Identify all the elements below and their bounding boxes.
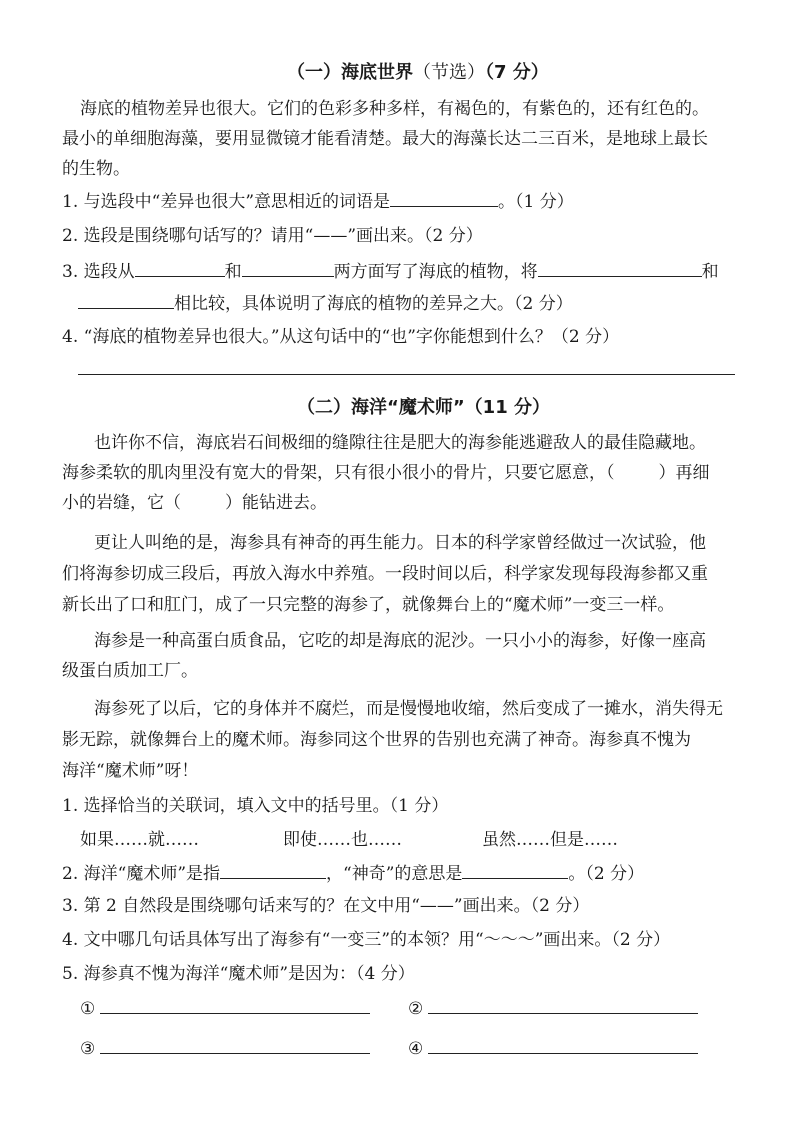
s2-q2-text-a: 2. 海洋“魔术师”是指: [62, 864, 221, 884]
s2-p1-paren-open-2: （: [164, 493, 181, 513]
s2-q5-mark-4: ④: [408, 1039, 424, 1059]
s2-question-2: [62, 862, 644, 885]
s2-q1-option-3: 虽然……但是……: [482, 830, 618, 850]
s1-para-line-2: 最小的单细胞海藻，要用显微镜才能看清楚。最大的海藻长达二三百米，是地球上最长: [62, 129, 708, 149]
section2-title: [297, 397, 550, 419]
s2-p4-line-1: 海参死了以后，它的身体并不腐烂，而是慢慢地收缩，然后变成了一摊水，消失得无: [94, 699, 723, 719]
s2-question-3: 3. 第 2 自然段是围绕哪句话来写的？在文中用“——”画出来。（2 分）: [62, 896, 590, 916]
s1-q1-answer-blank[interactable]: [390, 190, 498, 207]
s1-q3-blank-2[interactable]: [242, 260, 334, 277]
s1-q3-text-d: 和: [701, 262, 719, 282]
section1-title-note: （节选）: [413, 62, 485, 83]
s1-q3-blank-3[interactable]: [538, 260, 702, 277]
s2-q5-mark-3: ③: [80, 1039, 96, 1059]
s2-question-5: 5. 海参真不愧为海洋“魔术师”是因为：（4 分）: [62, 964, 415, 984]
s2-p4-line-3: 海洋“魔术师”呀！: [62, 761, 199, 781]
s1-para-line-3: 的生物。: [62, 159, 130, 179]
s2-q5-mark-2: ②: [408, 999, 424, 1019]
s2-q2-text-b: ，“神奇”的意思是: [326, 864, 463, 884]
s2-p4-line-2: 影无踪，就像舞台上的魔术师。海参同这个世界的告别也充满了神奇。海参真不愧为: [62, 730, 691, 750]
s2-p2-line-3: 新长出了口和肛门，成了一只完整的海参了，就像舞台上的“魔术师”一变三一样。: [62, 595, 675, 615]
s2-question-4: 4. 文中哪几句话具体写出了海参有“一变三”的本领？用“～～～”画出来。（2 分）: [62, 930, 671, 950]
s2-p2-line-2: 们将海参切成三段后，再放入海水中养殖。一段时间以后，科学家发现每段海参都又重: [62, 564, 708, 584]
s2-q5-answer-line-2[interactable]: [428, 1013, 698, 1014]
section2-title-text: （二）海洋“魔术师”: [297, 397, 465, 418]
s2-q2-blank-1[interactable]: [220, 862, 326, 879]
s2-p1-line-3-tail: 能钻进去。: [242, 493, 327, 513]
s1-question-4: 4. “海底的植物差异也很大。”从这句话中的“也”字你能想到什么？（2 分）: [62, 327, 620, 347]
s1-q3-text-a: 3. 选段从: [62, 262, 135, 282]
s1-q4-answer-line[interactable]: [78, 374, 735, 375]
s2-p1-line-3-text: 小的岩缝，它: [62, 493, 164, 513]
s2-q1-option-2: 即使……也……: [283, 830, 402, 850]
s1-q3-text-c: 两方面写了海底的植物，将: [333, 262, 538, 282]
s2-p3-line-2: 级蛋白质加工厂。: [62, 661, 198, 681]
s1-q3-text-b: 和: [224, 262, 242, 282]
s2-q2-text-c: 。（2 分）: [568, 864, 645, 884]
s2-q1-option-1: 如果……就……: [80, 830, 199, 850]
s1-q3-blank-4[interactable]: [78, 292, 174, 309]
s1-question-2: 2. 选段是围绕哪句话写的？请用“——”画出来。（2 分）: [62, 226, 483, 246]
s2-p1-paren-close-1: ）: [658, 463, 676, 483]
s2-p1-line-2-tail: 再细: [675, 463, 710, 483]
section2-title-score: （11 分）: [464, 397, 550, 418]
s2-q5-mark-1: ①: [80, 999, 96, 1019]
section1-title: [287, 62, 549, 84]
s2-p1-line-2: [62, 462, 710, 484]
s2-p1-line-1: 也许你不信，海底岩石间极细的缝隙往往是肥大的海参能逃避敌人的最佳隐藏地。: [94, 433, 706, 453]
s2-p1-line-2-text: 海参柔软的肌肉里没有宽大的骨架，只有很小很小的骨片，只要它愿意，: [62, 463, 606, 483]
s2-p1-paren-open-1: （: [606, 463, 615, 483]
s1-para-line-1: 海底的植物差异也很大。它们的色彩多种多样，有褐色的，有紫色的，还有红色的。: [80, 99, 709, 119]
s2-p1-line-3: [62, 492, 327, 514]
s2-q5-answer-line-1[interactable]: [100, 1013, 370, 1014]
s2-q5-answer-line-3[interactable]: [100, 1053, 370, 1054]
s1-q1-text: 1. 与选段中“差异也很大”意思相近的词语是: [62, 192, 391, 212]
s2-question-1: 1. 选择恰当的关联词，填入文中的括号里。（1 分）: [62, 796, 449, 816]
s1-question-1: [62, 190, 574, 213]
s1-question-3: [62, 260, 719, 283]
s2-p2-line-1: 更让人叫绝的是，海参具有神奇的再生能力。日本的科学家曾经做过一次试验，他: [94, 533, 706, 553]
s2-q2-blank-2[interactable]: [462, 862, 568, 879]
s1-question-3-cont: [78, 292, 573, 315]
s1-q3-blank-1[interactable]: [135, 260, 225, 277]
s1-q3-text-e: 相比较，具体说明了海底的植物的差异之大。（2 分）: [174, 294, 573, 314]
s1-q1-score: 。（1 分）: [498, 192, 574, 212]
section1-title-text: （一）海底世界: [287, 62, 413, 83]
section1-title-score: （7 分）: [485, 62, 549, 83]
s2-q5-answer-line-4[interactable]: [428, 1053, 698, 1054]
s2-p3-line-1: 海参是一种高蛋白质食品，它吃的却是海底的泥沙。一只小小的海参，好像一座高: [94, 631, 706, 651]
s2-p1-paren-close-2: ）: [225, 493, 242, 513]
